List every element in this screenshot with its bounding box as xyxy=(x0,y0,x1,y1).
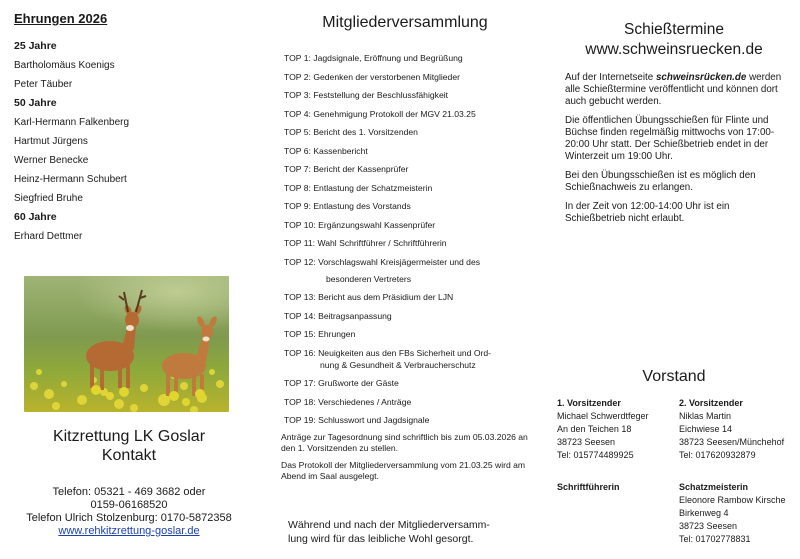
agenda-item xyxy=(284,145,534,157)
deer-image xyxy=(24,276,229,412)
kitzrettung-title-line1: Kitzrettung LK Goslar xyxy=(52,428,206,445)
agenda-item-number: TOP 19: xyxy=(284,415,316,425)
agenda-item xyxy=(284,219,534,231)
ehrungen-name: Siegfried Bruhe xyxy=(14,193,83,204)
schiesstermine-header xyxy=(548,20,800,60)
ehrungen-name: Bartholomäus Koenigs xyxy=(14,60,115,71)
vorsitzender-2-street: Eichwiese 14 xyxy=(679,424,733,434)
agenda-item-number: TOP 6: xyxy=(284,145,311,156)
agenda-item-number: TOP 12: xyxy=(284,256,316,267)
agenda-item xyxy=(284,396,534,408)
agenda-item-text: Verschiedenes / Anträge xyxy=(318,396,412,407)
agenda-notes xyxy=(281,432,536,488)
agenda-item-text: Bericht der Kassenprüfer xyxy=(313,164,409,174)
agenda-item-number: TOP 18: xyxy=(284,396,316,407)
agenda-item xyxy=(284,200,534,212)
agenda-item-number: TOP 11: xyxy=(284,238,316,248)
agenda-item-text: Ergänzungswahl Kassenprüfer xyxy=(318,219,436,230)
agenda-item-text: Feststellung der Beschlussfähigkeit xyxy=(313,90,449,100)
schatzmeisterin-street: Birkenweg 4 xyxy=(679,508,729,518)
ehrungen-name: Hartmut Jürgens xyxy=(14,136,88,147)
ehrungen-name: Erhard Dettmer xyxy=(14,231,83,242)
schiess-p1-before: Auf der Internetseite xyxy=(565,72,656,83)
agenda-item-number: TOP 1: xyxy=(284,53,311,63)
vorsitzender-2-name: Niklas Martin xyxy=(679,411,732,421)
agenda-item xyxy=(284,256,534,285)
agenda-item-text: Bericht des 1. Vorsitzenden xyxy=(313,127,418,137)
food-note xyxy=(288,518,518,546)
deer-photo xyxy=(24,276,229,412)
agenda-item xyxy=(284,237,534,249)
schiess-paragraph-3: Bei den Übungsschießen ist es möglich den Schießnachweis zu erlangen. xyxy=(565,170,756,193)
vorsitzender-2-role: 2. Vorsitzender xyxy=(679,398,743,408)
agenda-list xyxy=(284,52,534,433)
agenda-item-number: TOP 2: xyxy=(284,71,311,82)
agenda-item-text: Grußworte der Gäste xyxy=(318,378,399,388)
schiess-paragraph-2: Die öffentlichen Übungsschießen für Flinte und Büchse finden regelmäßig mittwochs von 17:00-20:00 Uhr statt. Der Schießbetrieb endet in der Winterzeit um 19:00 Uhr. xyxy=(565,115,775,162)
kitzrettung-phone-3: Telefon Ulrich Stolzenburg: 0170-5872358 xyxy=(26,512,232,524)
schiess-paragraph-1 xyxy=(565,72,787,108)
ehrungen-group-heading: 25 Jahre xyxy=(14,40,57,52)
agenda-item-text: Kassenbericht xyxy=(313,145,368,156)
kitzrettung-phone-2: 0159-06168520 xyxy=(90,499,168,511)
schiess-paragraph-4: In der Zeit von 12:00-14:00 Uhr ist ein Schießbetrieb nicht erlaubt. xyxy=(565,201,730,224)
agenda-item-continuation: besonderen Vertreters xyxy=(326,273,412,284)
agenda-item-number: TOP 4: xyxy=(284,108,311,119)
agenda-item-number: TOP 14: xyxy=(284,310,316,321)
agenda-note-protokoll: Das Protokoll der Mitgliederversammlung vom 21.03.25 wird am Abend im Saal ausgelegt. xyxy=(281,460,526,481)
schiess-site-name: schweinsrücken.de xyxy=(655,72,747,83)
ehrungen-group-heading: 50 Jahre xyxy=(14,97,57,109)
food-note-line1: Während und nach der Mitgliederversamm- xyxy=(288,519,490,531)
schiess-p1-after: werden alle Schießtermine veröffentlicht und können dort auch gebucht werden. xyxy=(565,72,782,107)
schatzmeisterin-role: Schatzmeisterin xyxy=(679,482,749,492)
vorstand-vorsitzender-1 xyxy=(557,397,675,462)
agenda-note-antraege: Anträge zur Tagesordnung sind schriftlich bis zum 05.03.2026 an den 1. Vorsitzenden zu stellen. xyxy=(281,432,528,453)
agenda-item xyxy=(284,182,534,194)
agenda-item-text: Vorschlagswahl Kreisjägermeister und des xyxy=(318,256,481,267)
agenda-item-number: TOP 8: xyxy=(284,182,311,193)
agenda-item-number: TOP 16: xyxy=(284,347,316,358)
kitzrettung-title xyxy=(0,427,258,465)
agenda-item-number: TOP 17: xyxy=(284,378,316,388)
kitzrettung-phone-1: Telefon: 05321 - 469 3682 oder xyxy=(52,486,206,498)
agenda-item xyxy=(284,347,534,371)
agenda-item-text: Neuigkeiten aus den FBs Sicherheit und Ord- xyxy=(318,347,492,358)
agenda-item xyxy=(284,108,534,120)
agenda-item xyxy=(284,414,534,426)
ehrungen-name: Peter Täuber xyxy=(14,79,73,90)
schiesstermine-text xyxy=(565,72,787,232)
agenda-item xyxy=(284,328,534,340)
kitzrettung-website-link[interactable]: www.rehkitzrettung-goslar.de xyxy=(58,525,200,537)
agenda-item-text: Entlastung der Schatzmeisterin xyxy=(313,182,433,193)
vorsitzender-1-tel: Tel: 015774489925 xyxy=(557,450,634,460)
food-note-line2: lung wird für das leibliche Wohl gesorgt. xyxy=(288,533,474,545)
kitzrettung-contact xyxy=(0,486,258,538)
agenda-item-number: TOP 7: xyxy=(284,164,311,174)
agenda-item-number: TOP 3: xyxy=(284,90,311,100)
vorstand-vorsitzender-2 xyxy=(679,397,797,462)
vorsitzender-2-tel: Tel: 017620932879 xyxy=(679,450,756,460)
agenda-item-number: TOP 9: xyxy=(284,201,311,211)
schriftfuehrerin-role: Schriftführerin xyxy=(557,482,620,492)
agenda-item-text: Schlusswort und Jagdsignale xyxy=(318,415,430,425)
vorstand-schatzmeisterin xyxy=(679,481,799,546)
vorsitzender-1-role: 1. Vorsitzender xyxy=(557,398,621,408)
vorsitzender-1-street: An den Teichen 18 xyxy=(557,424,632,434)
agenda-item-text: Bericht aus dem Präsidium der LJN xyxy=(318,292,454,302)
schatzmeisterin-name: Eleonore Rambow Kirsche xyxy=(679,495,786,505)
agenda-item-text: Ehrungen xyxy=(318,329,356,339)
agenda-item-text: Beitragsanpassung xyxy=(318,310,392,321)
agenda-item-number: TOP 15: xyxy=(284,329,316,339)
agenda-item-text: Gedenken der verstorbenen Mitglieder xyxy=(313,71,460,82)
schatzmeisterin-city: 38723 Seesen xyxy=(679,521,738,531)
ehrungen-group-heading: 60 Jahre xyxy=(14,211,57,223)
vorsitzender-2-city: 38723 Seesen/Münchehof xyxy=(679,437,785,447)
agenda-item xyxy=(284,52,534,64)
agenda-item xyxy=(284,310,534,322)
agenda-item xyxy=(284,291,534,303)
agenda-item-number: TOP 5: xyxy=(284,127,311,137)
agenda-item-continuation: nung & Gesundheit & Verbraucherschutz xyxy=(320,359,476,370)
agenda-item xyxy=(284,377,534,389)
ehrungen-name: Karl-Hermann Falkenberg xyxy=(14,117,130,128)
agenda-item-text: Entlastung des Vorstands xyxy=(313,201,411,211)
agenda-item-number: TOP 10: xyxy=(284,219,316,230)
ehrungen-list xyxy=(14,37,254,246)
ehrungen-name: Werner Benecke xyxy=(14,155,89,166)
agenda-item-text: Wahl Schriftführer / Schriftführerin xyxy=(317,238,447,248)
agenda-item xyxy=(284,71,534,83)
schiesstermine-title: Schießtermine xyxy=(624,21,724,38)
agenda-item-text: Jagdsignale, Eröffnung und Begrüßung xyxy=(313,53,463,63)
agenda-item-text: Genehmigung Protokoll der MGV 21.03.25 xyxy=(313,108,476,119)
vorsitzender-1-name: Michael Schwerdtfeger xyxy=(557,411,649,421)
agenda-item xyxy=(284,163,534,175)
versammlung-title: Mitgliederversammlung xyxy=(322,14,488,31)
ehrungen-title: Ehrungen 2026 xyxy=(14,11,108,26)
vorstand-schriftfuehrerin xyxy=(557,481,675,494)
agenda-item xyxy=(284,89,534,101)
agenda-item-number: TOP 13: xyxy=(284,292,316,302)
schatzmeisterin-tel: Tel: 01702778831 xyxy=(679,534,751,544)
schiesstermine-website: www.schweinsruecken.de xyxy=(585,41,763,58)
kitzrettung-title-line2: Kontakt xyxy=(101,447,157,464)
ehrungen-name: Heinz-Hermann Schubert xyxy=(14,174,127,185)
vorsitzender-1-city: 38723 Seesen xyxy=(557,437,616,447)
agenda-item xyxy=(284,126,534,138)
vorstand-title: Vorstand xyxy=(642,368,706,385)
